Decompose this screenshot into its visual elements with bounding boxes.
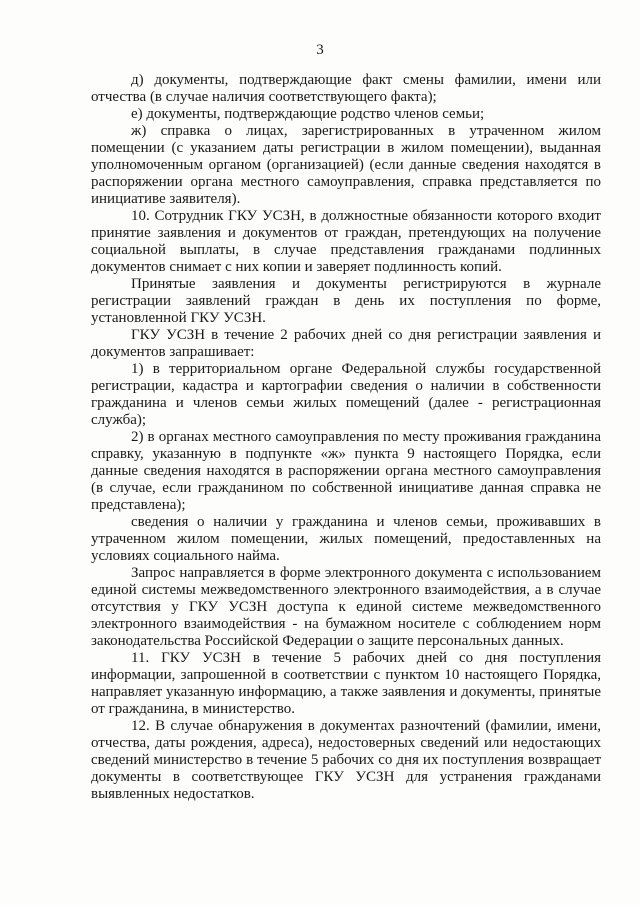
paragraph-request-2: 2) в органах местного самоуправления по месту проживания гражданина справку, указанную в подпункте «ж» пункта 9 настоящего Порядка, если данные сведения находятся в распоряжении органа местного самоуправления (в случае, если гражданином по собственной инициативе данная справка не представлена); <box>91 429 601 513</box>
document-body <box>91 72 601 803</box>
paragraph-registration: Принятые заявления и документы регистрируются в журнале регистрации заявлений граждан в день их поступления по форме, установленной ГКУ УСЗН. <box>91 276 601 326</box>
paragraph-clause-12: 12. В случае обнаружения в документах разночтений (фамилии, имени, отчества, даты рождения, адреса), недостоверных сведений или недостающих сведений министерство в течение 5 рабочих со дня их поступления возвращает документы в соответствующее ГКУ УСЗН для устранения гражданами выявленных недостатков. <box>91 718 601 802</box>
paragraph-clause-11: 11. ГКУ УСЗН в течение 5 рабочих дней со дня поступления информации, запрошенной в соответствии с пунктом 10 настоящего Порядка, направляет указанную информацию, а также заявления и документы, принятые от гражданина, в министерство. <box>91 650 601 717</box>
paragraph-item-d: д) документы, подтверждающие факт смены фамилии, имени или отчества (в случае наличия соответствующего факта); <box>91 72 601 105</box>
paragraph-item-e: е) документы, подтверждающие родство членов семьи; <box>131 106 485 122</box>
paragraph-electronic-request: Запрос направляется в форме электронного документа с использованием единой системы межведомственного электронного взаимодействия, а в случае отсутствия у ГКУ УСЗН доступа к единой системе межведомственного электронного взаимодействия - на бумажном носителе с соблюдением норм законодательства Российской Федерации о защите персональных данных. <box>91 565 601 649</box>
paragraph-social-rent: сведения о наличии у гражданина и членов семьи, проживавших в утраченном жилом помещении, жилых помещений, предоставленных на условиях социального найма. <box>91 514 601 564</box>
paragraph-request-intro: ГКУ УСЗН в течение 2 рабочих дней со дня регистрации заявления и документов запрашивает: <box>91 327 601 360</box>
paragraph-item-zh: ж) справка о лицах, зарегистрированных в утраченном жилом помещении (с указанием даты регистрации в жилом помещении), выданная уполномоченным органом (организацией) (если данные сведения находятся в распоряжении органа местного самоуправления, справка представляется по инициативе заявителя). <box>91 123 601 207</box>
paragraph-clause-10: 10. Сотрудник ГКУ УСЗН, в должностные обязанности которого входит принятие заявления и документов от граждан, претендующих на получение социальной выплаты, в случае представления гражданами подлинных документов снимает с них копии и заверяет подлинность копий. <box>91 208 601 275</box>
page-number: 3 <box>316 42 324 58</box>
paragraph-request-1: 1) в территориальном органе Федеральной службы государственной регистрации, кадастра и картографии сведения о наличии в собственности гражданина и членов семьи жилых помещений (далее - регистрационная служба); <box>91 361 601 428</box>
